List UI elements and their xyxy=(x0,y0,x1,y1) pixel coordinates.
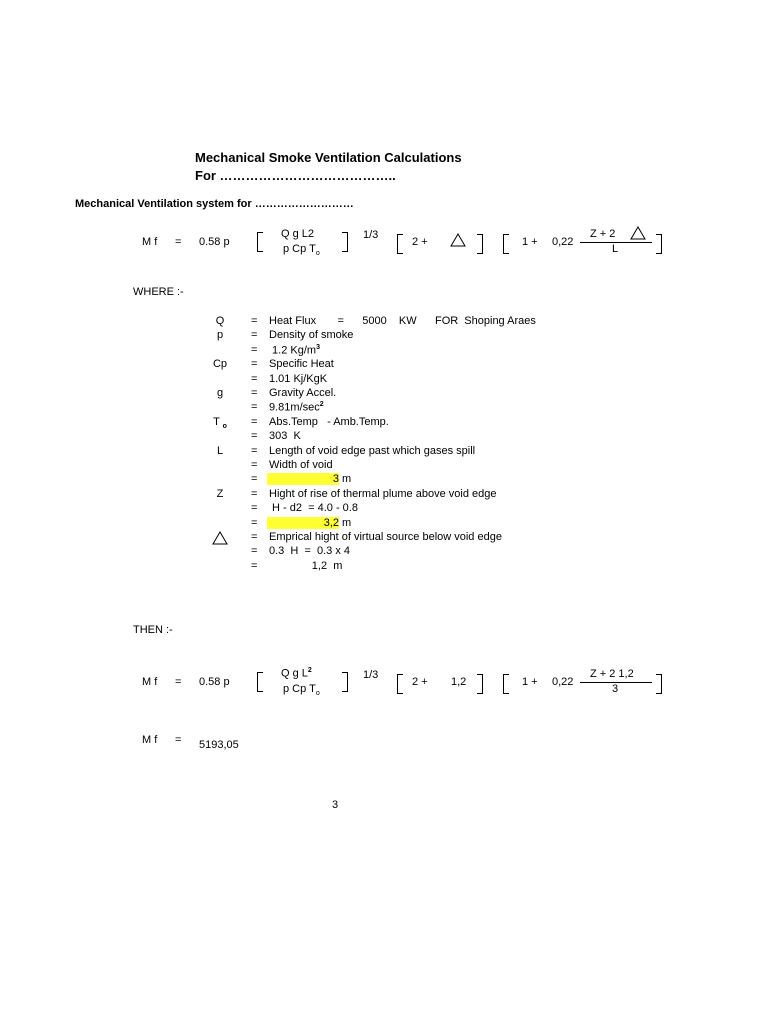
page-title-for: For ………………………………….. xyxy=(195,168,396,183)
definition-text: 0.3 H = 0.3 x 4 xyxy=(269,545,351,557)
definition-text: Hight of rise of thermal plume above void edge xyxy=(269,488,497,500)
definition-equals: = xyxy=(251,358,258,370)
right-bracket xyxy=(477,674,483,694)
definition-equals: = xyxy=(251,329,258,341)
right-bracket xyxy=(342,672,348,692)
definition-text: Gravity Accel. xyxy=(269,387,337,399)
definition-text: 1.2 $Kg/m^3$ xyxy=(269,344,320,357)
definition-symbol: Cp xyxy=(212,358,228,370)
definition-equals: = xyxy=(251,430,258,442)
definition-equals: = xyxy=(251,401,258,413)
formula-equals: = xyxy=(175,676,182,688)
definition-symbol: Z xyxy=(216,488,224,500)
delta-value: 1,2 xyxy=(451,676,467,688)
definition-text: Emprical hight of virtual source below void edge xyxy=(269,531,502,543)
highlighted-value: 3,2 xyxy=(267,517,339,529)
right-bracket xyxy=(656,234,662,254)
term-one-plus: 1 + xyxy=(522,236,538,248)
left-bracket xyxy=(397,674,403,694)
definition-text: Abs.Temp - Amb.Temp. xyxy=(269,416,389,428)
exponent: 1/3 xyxy=(363,229,379,241)
definition-equals: = xyxy=(251,560,258,572)
term-one-plus: 1 + xyxy=(522,676,538,688)
left-bracket xyxy=(397,234,403,254)
page-number: 3 xyxy=(332,799,339,811)
definition-text: 3 m xyxy=(267,473,351,485)
definition-text: Width of void xyxy=(269,459,333,471)
numerator: Q g $L^2$ xyxy=(281,667,312,680)
right-bracket xyxy=(342,232,348,252)
left-bracket xyxy=(503,234,509,254)
definition-symbol xyxy=(212,531,228,548)
definition-symbol: p xyxy=(216,329,224,341)
definition-symbol: g xyxy=(216,387,224,399)
fraction-numerator: Z + 2 xyxy=(590,228,616,240)
definition-text: 1.01 Kj/KgK xyxy=(269,373,328,385)
formula-lhs: M f xyxy=(142,676,158,688)
definition-equals: = xyxy=(251,545,258,557)
result-value: 5193,05 xyxy=(199,739,239,751)
definition-equals: = xyxy=(251,473,258,485)
formula-coefficient: 0.58 p xyxy=(199,236,230,248)
exponent: 1/3 xyxy=(363,669,379,681)
then-label: THEN :- xyxy=(133,624,173,636)
definition-equals: = xyxy=(251,531,258,543)
formula-lhs: M f xyxy=(142,236,158,248)
definition-equals: = xyxy=(251,387,258,399)
definition-equals: = xyxy=(251,445,258,457)
definition-equals: = xyxy=(251,344,258,356)
definition-text: Length of void edge past which gases spill xyxy=(269,445,476,457)
definition-equals: = xyxy=(251,502,258,514)
definition-text: Density of smoke xyxy=(269,329,354,341)
definition-text: Specific Heat xyxy=(269,358,334,370)
definition-equals: = xyxy=(251,315,258,327)
highlighted-value: 3 xyxy=(267,473,339,485)
formula-equals: = xyxy=(175,236,182,248)
left-bracket xyxy=(257,672,263,692)
page-title: Mechanical Smoke Ventilation Calculations xyxy=(195,150,462,165)
definition-equals: = xyxy=(251,373,258,385)
left-bracket xyxy=(257,232,263,252)
definition-equals: = xyxy=(251,517,258,529)
fraction-numerator: Z + 2 1,2 xyxy=(590,668,634,680)
fraction-denominator: L xyxy=(612,243,619,255)
numerator: Q g L2 xyxy=(281,228,315,240)
formula-coefficient: 0.58 p xyxy=(199,676,230,688)
right-bracket xyxy=(656,674,662,694)
definition-symbol: Q xyxy=(215,315,225,327)
definition-text: Heat Flux = 5000 KW FOR Shoping Araes xyxy=(269,315,536,327)
denominator: p Cp $T_o$ xyxy=(283,683,320,698)
result-equals: = xyxy=(175,734,182,746)
definition-symbol: T $_o$ xyxy=(213,416,227,431)
delta-triangle-icon xyxy=(212,531,228,545)
definition-equals: = xyxy=(251,459,258,471)
where-label: WHERE :- xyxy=(133,286,184,298)
delta-triangle-icon xyxy=(450,233,466,247)
definition-text: 3,2 m xyxy=(267,517,351,529)
denominator: p Cp $T_o$ xyxy=(283,243,320,258)
definition-text: 303 K xyxy=(269,430,301,442)
result-lhs: M f xyxy=(142,734,158,746)
definition-equals: = xyxy=(251,416,258,428)
definition-text: 1,2 m xyxy=(269,560,343,572)
term-two: 2 + xyxy=(412,236,428,248)
coefficient-022: 0,22 xyxy=(552,676,574,688)
section-subtitle: Mechanical Ventilation system for ……………………… xyxy=(75,198,354,210)
coefficient-022: 0,22 xyxy=(552,236,574,248)
definition-equals: = xyxy=(251,488,258,500)
definition-text: $9.81m/\sec^2$ xyxy=(269,401,324,414)
definition-text: H - d2 = 4.0 - 0.8 xyxy=(269,502,358,514)
term-two: 2 + xyxy=(412,676,428,688)
left-bracket xyxy=(503,674,509,694)
right-bracket xyxy=(477,234,483,254)
definition-symbol: L xyxy=(216,445,224,457)
delta-triangle-icon xyxy=(630,226,646,240)
fraction-denominator: 3 xyxy=(612,683,619,695)
